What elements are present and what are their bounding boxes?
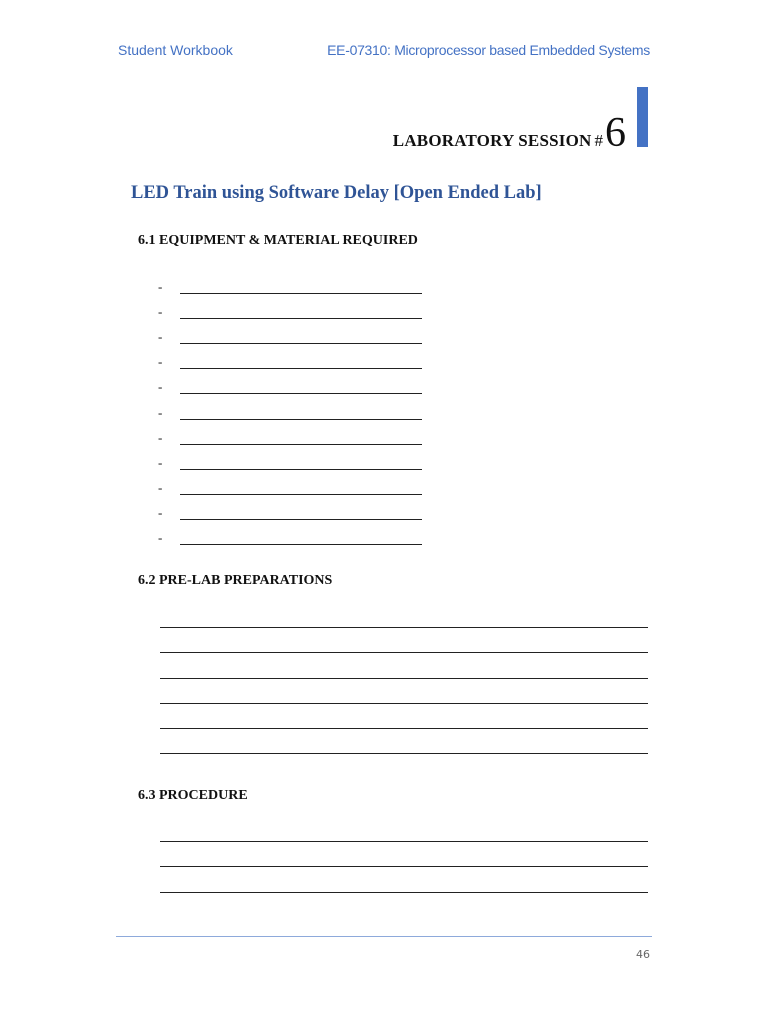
blank-line xyxy=(180,306,422,319)
list-bullet: - xyxy=(158,479,163,495)
list-bullet: - xyxy=(158,530,163,546)
equipment-blank-item xyxy=(158,421,422,446)
session-number: 6 xyxy=(605,110,626,156)
blank-line xyxy=(160,817,648,842)
procedure-lines xyxy=(160,817,648,893)
equipment-blank-item xyxy=(158,345,422,370)
session-accent-bar xyxy=(637,87,648,147)
blank-line xyxy=(180,356,422,369)
page-header-left: Student Workbook xyxy=(118,42,233,58)
procedure-heading: 6.3 PROCEDURE xyxy=(138,788,248,803)
blank-line xyxy=(160,867,648,892)
page-number: 46 xyxy=(636,948,650,961)
list-bullet: - xyxy=(158,379,163,395)
list-bullet: - xyxy=(158,279,163,295)
blank-line xyxy=(180,407,422,420)
equipment-blank-item xyxy=(158,395,422,420)
equipment-blank-item xyxy=(158,446,422,471)
equipment-blank-item xyxy=(158,370,422,395)
list-bullet: - xyxy=(158,504,163,520)
equipment-blank-item xyxy=(158,496,422,521)
equipment-blank-item xyxy=(158,295,422,320)
equipment-blank-item xyxy=(158,320,422,345)
blank-line xyxy=(160,842,648,867)
equipment-blank-item xyxy=(158,471,422,496)
list-bullet: - xyxy=(158,404,163,420)
equipment-blank-item xyxy=(158,270,422,295)
blank-line xyxy=(160,679,648,704)
page-header-right: EE-07310: Microprocessor based Embedded Systems xyxy=(327,42,650,58)
blank-line xyxy=(160,653,648,678)
blank-line xyxy=(180,331,422,344)
session-hash: # xyxy=(594,131,603,150)
blank-line xyxy=(160,729,648,754)
list-bullet: - xyxy=(158,454,163,470)
blank-line xyxy=(180,532,422,545)
lab-title: LED Train using Software Delay [Open Ended Lab] xyxy=(131,183,542,203)
session-heading xyxy=(393,112,626,154)
list-bullet: - xyxy=(158,354,163,370)
session-label: LABORATORY SESSION xyxy=(392,131,592,150)
equipment-list xyxy=(158,270,422,546)
equipment-heading: 6.1 EQUIPMENT & MATERIAL REQUIRED xyxy=(138,233,418,248)
blank-line xyxy=(180,432,422,445)
blank-line xyxy=(160,704,648,729)
prelab-heading: 6.2 PRE-LAB PREPARATIONS xyxy=(138,573,333,588)
list-bullet: - xyxy=(158,429,163,445)
blank-line xyxy=(180,482,422,495)
footer-divider xyxy=(116,936,652,937)
blank-line xyxy=(180,507,422,520)
equipment-blank-item xyxy=(158,521,422,546)
blank-line xyxy=(160,603,648,628)
blank-line xyxy=(180,381,422,394)
blank-line xyxy=(180,281,422,294)
prelab-lines xyxy=(160,603,648,754)
list-bullet: - xyxy=(158,304,163,320)
blank-line xyxy=(180,457,422,470)
blank-line xyxy=(160,628,648,653)
list-bullet: - xyxy=(158,329,163,345)
